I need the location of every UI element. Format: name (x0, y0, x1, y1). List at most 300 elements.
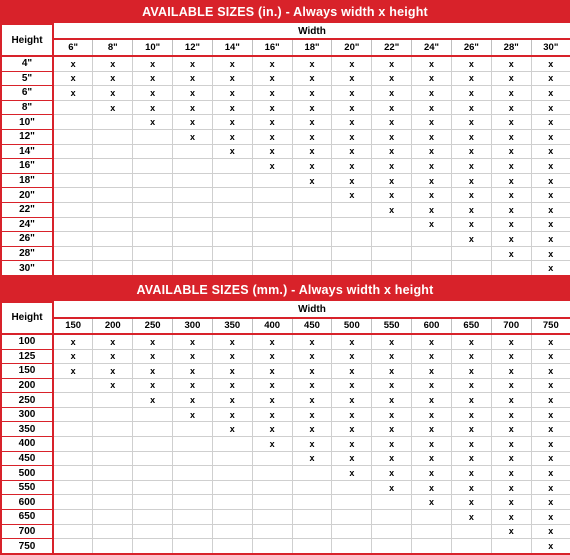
size-cell: x (252, 393, 292, 408)
size-cell: x (412, 378, 452, 393)
size-cell: x (491, 510, 531, 525)
size-cell (212, 437, 252, 452)
size-cell (212, 173, 252, 188)
size-cell (292, 495, 332, 510)
size-cell (372, 524, 412, 539)
table-row (1, 202, 570, 217)
size-cell: x (451, 407, 491, 422)
size-cell: x (451, 451, 491, 466)
size-cell (93, 510, 133, 525)
size-cell (133, 159, 173, 174)
height-row-header: 650 (1, 510, 53, 525)
size-cell: x (451, 349, 491, 364)
size-cell (133, 144, 173, 159)
size-cell (212, 217, 252, 232)
size-cell: x (451, 364, 491, 379)
size-cell: x (252, 115, 292, 130)
size-cell: x (531, 202, 570, 217)
size-cell: x (372, 188, 412, 203)
width-col-header: 24" (412, 39, 452, 56)
size-cell (93, 480, 133, 495)
width-col-header: 16" (252, 39, 292, 56)
size-cell: x (451, 437, 491, 452)
height-row-header: 28" (1, 246, 53, 261)
size-cell: x (133, 393, 173, 408)
size-cell: x (412, 202, 452, 217)
size-cell: x (292, 437, 332, 452)
size-cell: x (491, 437, 531, 452)
size-cell (53, 115, 93, 130)
width-col-header: 8" (93, 39, 133, 56)
size-cell (412, 524, 452, 539)
size-cell (133, 188, 173, 203)
inch-size-table (0, 23, 570, 277)
height-row-header: 600 (1, 495, 53, 510)
size-cell (491, 539, 531, 554)
size-cell (93, 407, 133, 422)
size-cell: x (412, 115, 452, 130)
size-cell (212, 510, 252, 525)
width-col-header: 600 (412, 318, 452, 334)
size-cell: x (292, 159, 332, 174)
size-cell: x (412, 86, 452, 101)
size-cell: x (332, 451, 372, 466)
size-cell (133, 480, 173, 495)
size-cell: x (451, 510, 491, 525)
table-row (1, 261, 570, 276)
size-cell: x (332, 71, 372, 86)
size-cell: x (531, 349, 570, 364)
size-cell: x (491, 334, 531, 349)
size-cell: x (332, 407, 372, 422)
size-cell: x (451, 86, 491, 101)
size-cell: x (93, 71, 133, 86)
width-col-header: 550 (372, 318, 412, 334)
size-cell: x (531, 173, 570, 188)
size-cell: x (491, 451, 531, 466)
height-row-header: 16" (1, 159, 53, 174)
size-cell: x (332, 188, 372, 203)
size-cell: x (252, 159, 292, 174)
width-col-header: 12" (173, 39, 213, 56)
size-cell (252, 173, 292, 188)
size-cell (53, 393, 93, 408)
size-cell: x (212, 71, 252, 86)
size-cell (292, 202, 332, 217)
size-cell: x (252, 144, 292, 159)
size-cell (372, 510, 412, 525)
size-cell: x (212, 364, 252, 379)
size-cell: x (451, 378, 491, 393)
size-cell: x (292, 349, 332, 364)
size-cell: x (372, 202, 412, 217)
size-cell: x (412, 173, 452, 188)
size-cell: x (133, 378, 173, 393)
size-cell (173, 451, 213, 466)
size-cell: x (173, 334, 213, 349)
size-cell (292, 217, 332, 232)
size-cell: x (93, 100, 133, 115)
size-cell: x (173, 115, 213, 130)
size-cell: x (412, 334, 452, 349)
size-cell (53, 173, 93, 188)
size-cell (173, 466, 213, 481)
size-cell (133, 466, 173, 481)
size-cell: x (491, 495, 531, 510)
size-cell (93, 539, 133, 554)
inch-table-title: AVAILABLE SIZES (in.) - Always width x height (0, 0, 570, 23)
size-cell (173, 246, 213, 261)
size-cell: x (451, 495, 491, 510)
size-cell (53, 451, 93, 466)
width-col-header: 650 (451, 318, 491, 334)
size-cell: x (93, 364, 133, 379)
size-cell (332, 480, 372, 495)
size-cell: x (292, 115, 332, 130)
size-cell (173, 217, 213, 232)
height-row-header: 500 (1, 466, 53, 481)
size-cell: x (412, 495, 452, 510)
size-cell: x (252, 364, 292, 379)
table-row (1, 246, 570, 261)
size-cell: x (412, 56, 452, 71)
size-cell: x (292, 86, 332, 101)
size-cell: x (212, 86, 252, 101)
size-cell (133, 451, 173, 466)
size-cell: x (412, 437, 452, 452)
size-cell (252, 539, 292, 554)
table-row (1, 539, 570, 554)
size-cell: x (133, 71, 173, 86)
size-cell: x (531, 334, 570, 349)
size-cell (252, 495, 292, 510)
size-cell: x (531, 100, 570, 115)
size-cell: x (372, 86, 412, 101)
size-cell: x (292, 71, 332, 86)
size-cell (252, 202, 292, 217)
size-cell: x (531, 56, 570, 71)
size-cell: x (212, 100, 252, 115)
size-cell: x (252, 86, 292, 101)
size-cell (133, 539, 173, 554)
size-cell: x (412, 393, 452, 408)
size-cell: x (491, 173, 531, 188)
height-row-header: 6" (1, 86, 53, 101)
size-cell (252, 510, 292, 525)
size-cell (133, 261, 173, 276)
size-cell: x (491, 159, 531, 174)
size-cell (93, 232, 133, 247)
size-cell: x (412, 144, 452, 159)
height-row-header: 30" (1, 261, 53, 276)
size-cell: x (491, 71, 531, 86)
table-row (1, 510, 570, 525)
table-row (1, 159, 570, 174)
size-cell: x (372, 56, 412, 71)
size-cell: x (173, 86, 213, 101)
height-row-header: 300 (1, 407, 53, 422)
size-cell: x (332, 86, 372, 101)
size-cell (133, 524, 173, 539)
size-cell: x (173, 378, 213, 393)
size-cell (53, 144, 93, 159)
size-cell: x (292, 129, 332, 144)
size-cell (292, 246, 332, 261)
size-cell (93, 217, 133, 232)
size-cell: x (133, 56, 173, 71)
size-cell: x (372, 144, 412, 159)
table-row (1, 393, 570, 408)
size-cell: x (531, 437, 570, 452)
size-cell: x (412, 129, 452, 144)
size-cell (53, 188, 93, 203)
size-cell: x (531, 115, 570, 130)
size-cell: x (412, 480, 452, 495)
height-row-header: 14" (1, 144, 53, 159)
width-values-row (1, 39, 570, 56)
size-cell: x (332, 173, 372, 188)
size-cell: x (531, 524, 570, 539)
width-col-header: 250 (133, 318, 173, 334)
size-cell (133, 129, 173, 144)
table-row (1, 437, 570, 452)
size-cell: x (531, 364, 570, 379)
size-cell: x (93, 86, 133, 101)
size-cell: x (212, 144, 252, 159)
size-cell (53, 495, 93, 510)
size-cell (292, 510, 332, 525)
size-cell (133, 510, 173, 525)
size-cell (93, 261, 133, 276)
size-cell: x (332, 144, 372, 159)
size-cell: x (491, 144, 531, 159)
size-cell (173, 437, 213, 452)
height-row-header: 450 (1, 451, 53, 466)
size-cell: x (531, 86, 570, 101)
size-cell (332, 217, 372, 232)
width-values-row (1, 318, 570, 334)
size-cell (133, 202, 173, 217)
size-cell: x (491, 480, 531, 495)
size-cell (372, 246, 412, 261)
size-cell: x (372, 129, 412, 144)
width-header: Width (53, 302, 570, 318)
mm-table-title: AVAILABLE SIZES (mm.) - Always width x height (0, 277, 570, 301)
table-row (1, 86, 570, 101)
size-cell (292, 524, 332, 539)
size-cell: x (491, 393, 531, 408)
size-cell: x (332, 100, 372, 115)
height-row-header: 4" (1, 56, 53, 71)
size-cell (93, 437, 133, 452)
size-cell (252, 466, 292, 481)
size-cell: x (332, 364, 372, 379)
size-cell: x (372, 378, 412, 393)
size-cell: x (372, 173, 412, 188)
size-cell: x (412, 349, 452, 364)
size-cell (252, 261, 292, 276)
height-row-header: 26" (1, 232, 53, 247)
size-cell: x (173, 56, 213, 71)
table-row (1, 144, 570, 159)
mm-size-table (0, 301, 570, 555)
height-row-header: 24" (1, 217, 53, 232)
size-cell: x (173, 100, 213, 115)
size-cell (53, 466, 93, 481)
size-cell: x (491, 188, 531, 203)
size-cell: x (173, 129, 213, 144)
table-row (1, 407, 570, 422)
size-cell: x (372, 407, 412, 422)
size-cell: x (412, 364, 452, 379)
size-cell: x (53, 364, 93, 379)
table-row (1, 349, 570, 364)
size-cell: x (133, 100, 173, 115)
size-cell: x (332, 334, 372, 349)
size-cell: x (372, 71, 412, 86)
size-cell: x (491, 349, 531, 364)
size-cell: x (53, 349, 93, 364)
size-cell: x (93, 334, 133, 349)
size-cell: x (491, 524, 531, 539)
size-cell (212, 261, 252, 276)
size-cell: x (451, 466, 491, 481)
size-cell (372, 261, 412, 276)
size-cell: x (491, 422, 531, 437)
size-cell (451, 524, 491, 539)
size-cell (212, 246, 252, 261)
width-col-header: 14" (212, 39, 252, 56)
size-cell (332, 495, 372, 510)
size-cell: x (53, 334, 93, 349)
size-cell (212, 495, 252, 510)
size-cell (412, 246, 452, 261)
size-cell: x (491, 466, 531, 481)
size-cell (372, 217, 412, 232)
table-row (1, 173, 570, 188)
height-row-header: 125 (1, 349, 53, 364)
size-cell: x (372, 422, 412, 437)
size-cell (93, 466, 133, 481)
size-cell: x (531, 232, 570, 247)
size-cell: x (451, 202, 491, 217)
size-cell (212, 466, 252, 481)
width-col-header: 350 (212, 318, 252, 334)
height-row-header: 700 (1, 524, 53, 539)
size-cell (53, 510, 93, 525)
size-cell (53, 129, 93, 144)
size-cell: x (212, 407, 252, 422)
size-cell: x (173, 364, 213, 379)
size-cell: x (252, 378, 292, 393)
size-cell: x (332, 159, 372, 174)
table-row (1, 495, 570, 510)
size-cell (53, 217, 93, 232)
table-row (1, 524, 570, 539)
size-cell (412, 510, 452, 525)
size-cell: x (451, 217, 491, 232)
size-cell (173, 232, 213, 247)
size-cell (292, 261, 332, 276)
size-cell (292, 466, 332, 481)
height-row-header: 750 (1, 539, 53, 554)
size-cell (53, 539, 93, 554)
size-cell (53, 261, 93, 276)
size-cell: x (133, 334, 173, 349)
size-cell (212, 480, 252, 495)
size-cell (93, 246, 133, 261)
height-row-header: 10" (1, 115, 53, 130)
size-cell: x (53, 71, 93, 86)
size-cell: x (133, 86, 173, 101)
size-cell: x (531, 393, 570, 408)
size-cell (212, 202, 252, 217)
table-row (1, 217, 570, 232)
size-cell: x (292, 173, 332, 188)
size-cell (133, 246, 173, 261)
size-cell: x (451, 100, 491, 115)
height-row-header: 20" (1, 188, 53, 203)
size-cell: x (412, 217, 452, 232)
height-row-header: 200 (1, 378, 53, 393)
size-cell (133, 495, 173, 510)
size-cell (93, 422, 133, 437)
size-cell: x (451, 56, 491, 71)
size-cell: x (252, 100, 292, 115)
size-cell: x (451, 422, 491, 437)
size-cell: x (372, 480, 412, 495)
table-row (1, 115, 570, 130)
size-cell: x (372, 451, 412, 466)
width-col-header: 500 (332, 318, 372, 334)
height-row-header: 400 (1, 437, 53, 452)
size-cell (332, 524, 372, 539)
height-row-header: 22" (1, 202, 53, 217)
width-col-header: 450 (292, 318, 332, 334)
width-col-header: 300 (173, 318, 213, 334)
size-cell: x (451, 393, 491, 408)
size-cell (332, 246, 372, 261)
size-cell (93, 188, 133, 203)
size-cell (173, 480, 213, 495)
height-row-header: 350 (1, 422, 53, 437)
size-cell (93, 495, 133, 510)
size-cell (133, 217, 173, 232)
width-col-header: 22" (372, 39, 412, 56)
size-cell: x (212, 378, 252, 393)
size-cell: x (292, 334, 332, 349)
table-row (1, 422, 570, 437)
size-cell (451, 246, 491, 261)
size-cell: x (332, 422, 372, 437)
size-cell: x (531, 378, 570, 393)
height-row-header: 100 (1, 334, 53, 349)
size-cell: x (491, 202, 531, 217)
size-cell: x (212, 56, 252, 71)
table-row (1, 188, 570, 203)
size-cell: x (93, 349, 133, 364)
size-cell: x (93, 378, 133, 393)
size-cell: x (292, 393, 332, 408)
size-cell: x (332, 378, 372, 393)
size-cell: x (212, 115, 252, 130)
size-cell: x (332, 115, 372, 130)
height-row-header: 18" (1, 173, 53, 188)
size-cell (252, 217, 292, 232)
size-cell (93, 129, 133, 144)
size-cell (372, 539, 412, 554)
size-cell: x (491, 378, 531, 393)
